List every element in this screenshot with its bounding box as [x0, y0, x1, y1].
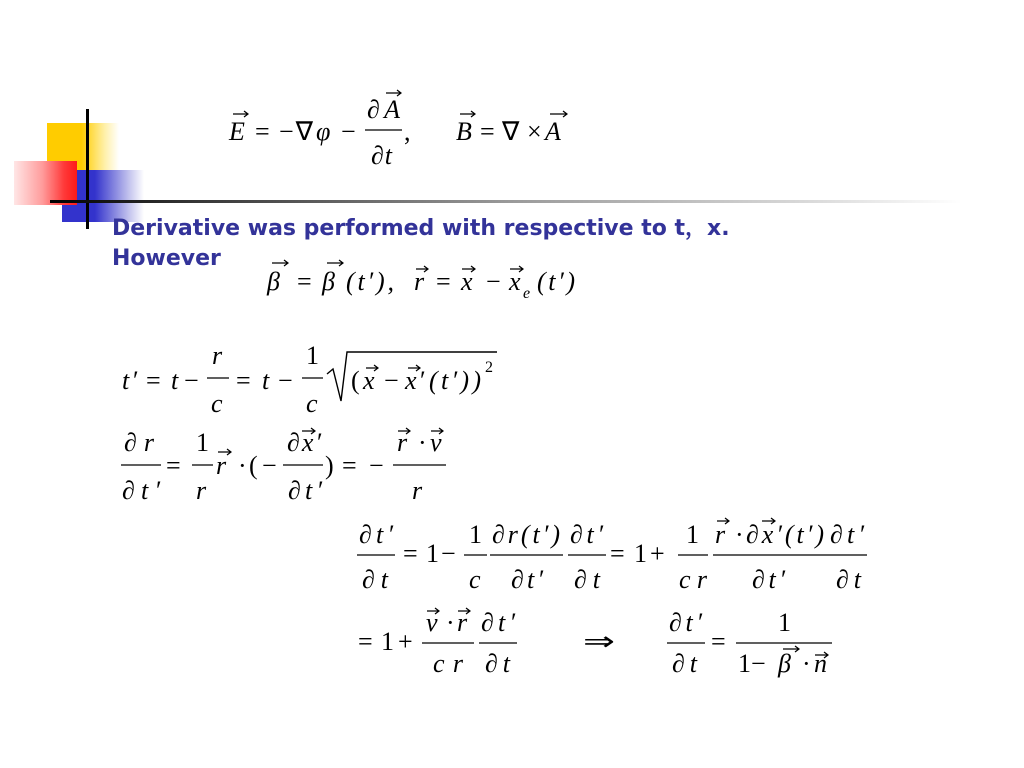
eq6-equals-sign-2: =	[711, 627, 726, 656]
eq4-r-vector: r	[216, 451, 227, 480]
eq1-scalar-potential-phi: φ	[316, 117, 331, 146]
eq2-t-prime-arg-2: (t′)	[537, 267, 575, 296]
eq4-dot: ·	[238, 451, 247, 480]
equation-result	[358, 608, 832, 678]
eq5-one-numerator-2: 1	[686, 520, 699, 549]
eq2-subscript-e: e	[523, 285, 531, 302]
eq3-r-numerator: r	[212, 341, 223, 370]
eq1-partial-t-denominator: ∂t	[371, 141, 392, 170]
eq3-t-2: t	[262, 366, 270, 395]
eq6-minus-sign: −	[751, 649, 766, 678]
eq5-partial-t-prime-5: ∂t′	[830, 520, 864, 549]
eq4-minus-sign: −	[262, 451, 277, 480]
eq5-cr-denominator: cr	[679, 565, 707, 594]
eq3-x-prime: x′	[405, 366, 424, 395]
eq3-equals-sign-2: =	[236, 366, 251, 395]
eq5-plus-sign: +	[650, 539, 665, 568]
eq3-t-prime: t′	[122, 366, 137, 395]
eq6-dot: ·	[446, 608, 455, 637]
equation-retarded-time	[122, 341, 497, 418]
eq5-one: 1	[426, 539, 439, 568]
eq4-r-denominator: r	[196, 476, 207, 505]
eq4-partial-x-prime: ∂x′	[287, 428, 321, 457]
eq3-minus-sign-3: −	[384, 366, 399, 395]
vector-arrow	[327, 260, 343, 266]
vector-arrow	[272, 260, 288, 266]
eq5-partial-r-t-prime: ∂r(t′)	[492, 520, 560, 549]
eq6-equals-sign: =	[358, 627, 373, 656]
eq5-dot: ·	[735, 520, 744, 549]
eq5-r-vector: r	[715, 520, 726, 549]
eq5-partial-t-prime-4: ∂t′	[752, 565, 785, 594]
eq4-partial-t-prime: ∂t′	[122, 476, 160, 505]
eq4-equals-sign: =	[166, 451, 181, 480]
eq5-partial-t-3: ∂t	[836, 565, 861, 594]
eq5-partial-t: ∂t	[362, 565, 388, 594]
eq6-partial-t-2: ∂t	[672, 649, 697, 678]
eq3-minus-sign: −	[184, 366, 199, 395]
eq3-x: x	[363, 366, 375, 395]
eq3-c-denominator: c	[211, 389, 223, 418]
slide-text-line-2: However	[112, 246, 221, 271]
eq4-dot-2: ·	[418, 428, 427, 457]
eq3-equals-sign: =	[146, 366, 161, 395]
eq5-partial-t-2: ∂t	[574, 565, 600, 594]
eq4-v-vector: v	[430, 428, 442, 457]
eq5-partial-t-prime-3: ∂t′	[570, 520, 603, 549]
eq1-minus-sign: −	[341, 117, 356, 146]
eq5-one-2: 1	[634, 539, 647, 568]
eq3-c-denominator-2: c	[306, 389, 318, 418]
eq5-partial-t-prime-2: ∂t′	[511, 565, 543, 594]
eq5-equals-sign-2: =	[610, 539, 625, 568]
eq1-magnetic-field-B: B	[456, 117, 472, 146]
eq6-one: 1	[381, 627, 394, 656]
eq5-one-numerator: 1	[469, 520, 482, 549]
eq6-cr-denominator: cr	[433, 649, 463, 678]
eq3-minus-sign-2: −	[278, 366, 293, 395]
eq5-minus-sign: −	[441, 539, 456, 568]
eq6-partial-t-prime: ∂t′	[481, 608, 515, 637]
eq1-equals-sign: =	[255, 117, 270, 146]
eq4-r-vector-numerator: r	[397, 428, 408, 457]
equation-dr-dtprime	[121, 428, 446, 505]
eq4-equals-sign-2: =	[342, 451, 357, 480]
eq1-vector-potential-A: A	[545, 117, 561, 146]
eq1-minus-gradient: −∇	[279, 117, 313, 146]
eq6-partial-t-prime-2: ∂t′	[669, 608, 702, 637]
eq1-nabla: ∇	[502, 117, 520, 146]
eq2-x-e: x	[509, 267, 521, 296]
eq2-equals-sign: =	[297, 267, 312, 296]
eq1-equals-sign-2: =	[480, 117, 495, 146]
eq1-comma: ,	[404, 117, 411, 146]
eq6-implies-arrow: ⇒	[583, 627, 615, 656]
eq4-open-paren: (	[249, 451, 258, 480]
eq3-t: t	[171, 366, 179, 395]
equation-dtprime-dt	[357, 520, 867, 594]
eq6-partial-t: ∂t	[485, 649, 510, 678]
eq2-equals-sign-2: =	[436, 267, 451, 296]
eq2-r: r	[414, 267, 425, 296]
eq2-minus-sign: −	[486, 267, 501, 296]
eq4-r-denominator-2: r	[412, 476, 423, 505]
eq6-r-vector: r	[457, 608, 468, 637]
eq6-v-vector: v	[426, 608, 438, 637]
eq3-t-prime-arg: (t′))	[429, 366, 481, 395]
eq6-n-vector: n	[814, 649, 827, 678]
eq6-dot-2: ·	[802, 649, 811, 678]
eq2-beta-2: β	[322, 267, 335, 296]
slide-text-line-1: Derivative was performed with respective to t，x.	[112, 216, 730, 241]
eq2-x: x	[461, 267, 473, 296]
eq3-open-paren: (	[351, 366, 360, 395]
eq3-exponent-2: 2	[485, 359, 493, 376]
eq1-electric-field-E: E	[229, 117, 245, 146]
eq1-partial-A-numerator: ∂A	[367, 95, 400, 124]
eq3-one-numerator: 1	[306, 341, 319, 370]
eq2-t-prime-arg: (t′),	[346, 267, 394, 296]
equation-beta-r	[266, 267, 575, 302]
eq6-plus-sign: +	[398, 627, 413, 656]
eq4-one-numerator: 1	[196, 428, 209, 457]
eq4-close-paren: )	[325, 451, 334, 480]
eq5-equals-sign: =	[403, 539, 418, 568]
eq5-partial-t-prime: ∂t′	[359, 520, 393, 549]
eq1-cross-product: ×	[527, 117, 542, 146]
eq6-one-numerator: 1	[778, 608, 791, 637]
eq4-partial-t-prime-2: ∂t′	[288, 476, 322, 505]
eq2-beta: β	[267, 267, 280, 296]
eq4-partial-r: ∂r	[124, 428, 154, 457]
eq5-c-denominator: c	[469, 565, 481, 594]
eq6-one-denominator: 1	[738, 649, 751, 678]
eq5-partial-x-prime-t-prime: ∂x′(t′)	[746, 520, 824, 549]
eq6-beta-vector: β	[778, 649, 791, 678]
eq4-minus-sign-2: −	[369, 451, 384, 480]
equation-fields	[228, 95, 561, 170]
